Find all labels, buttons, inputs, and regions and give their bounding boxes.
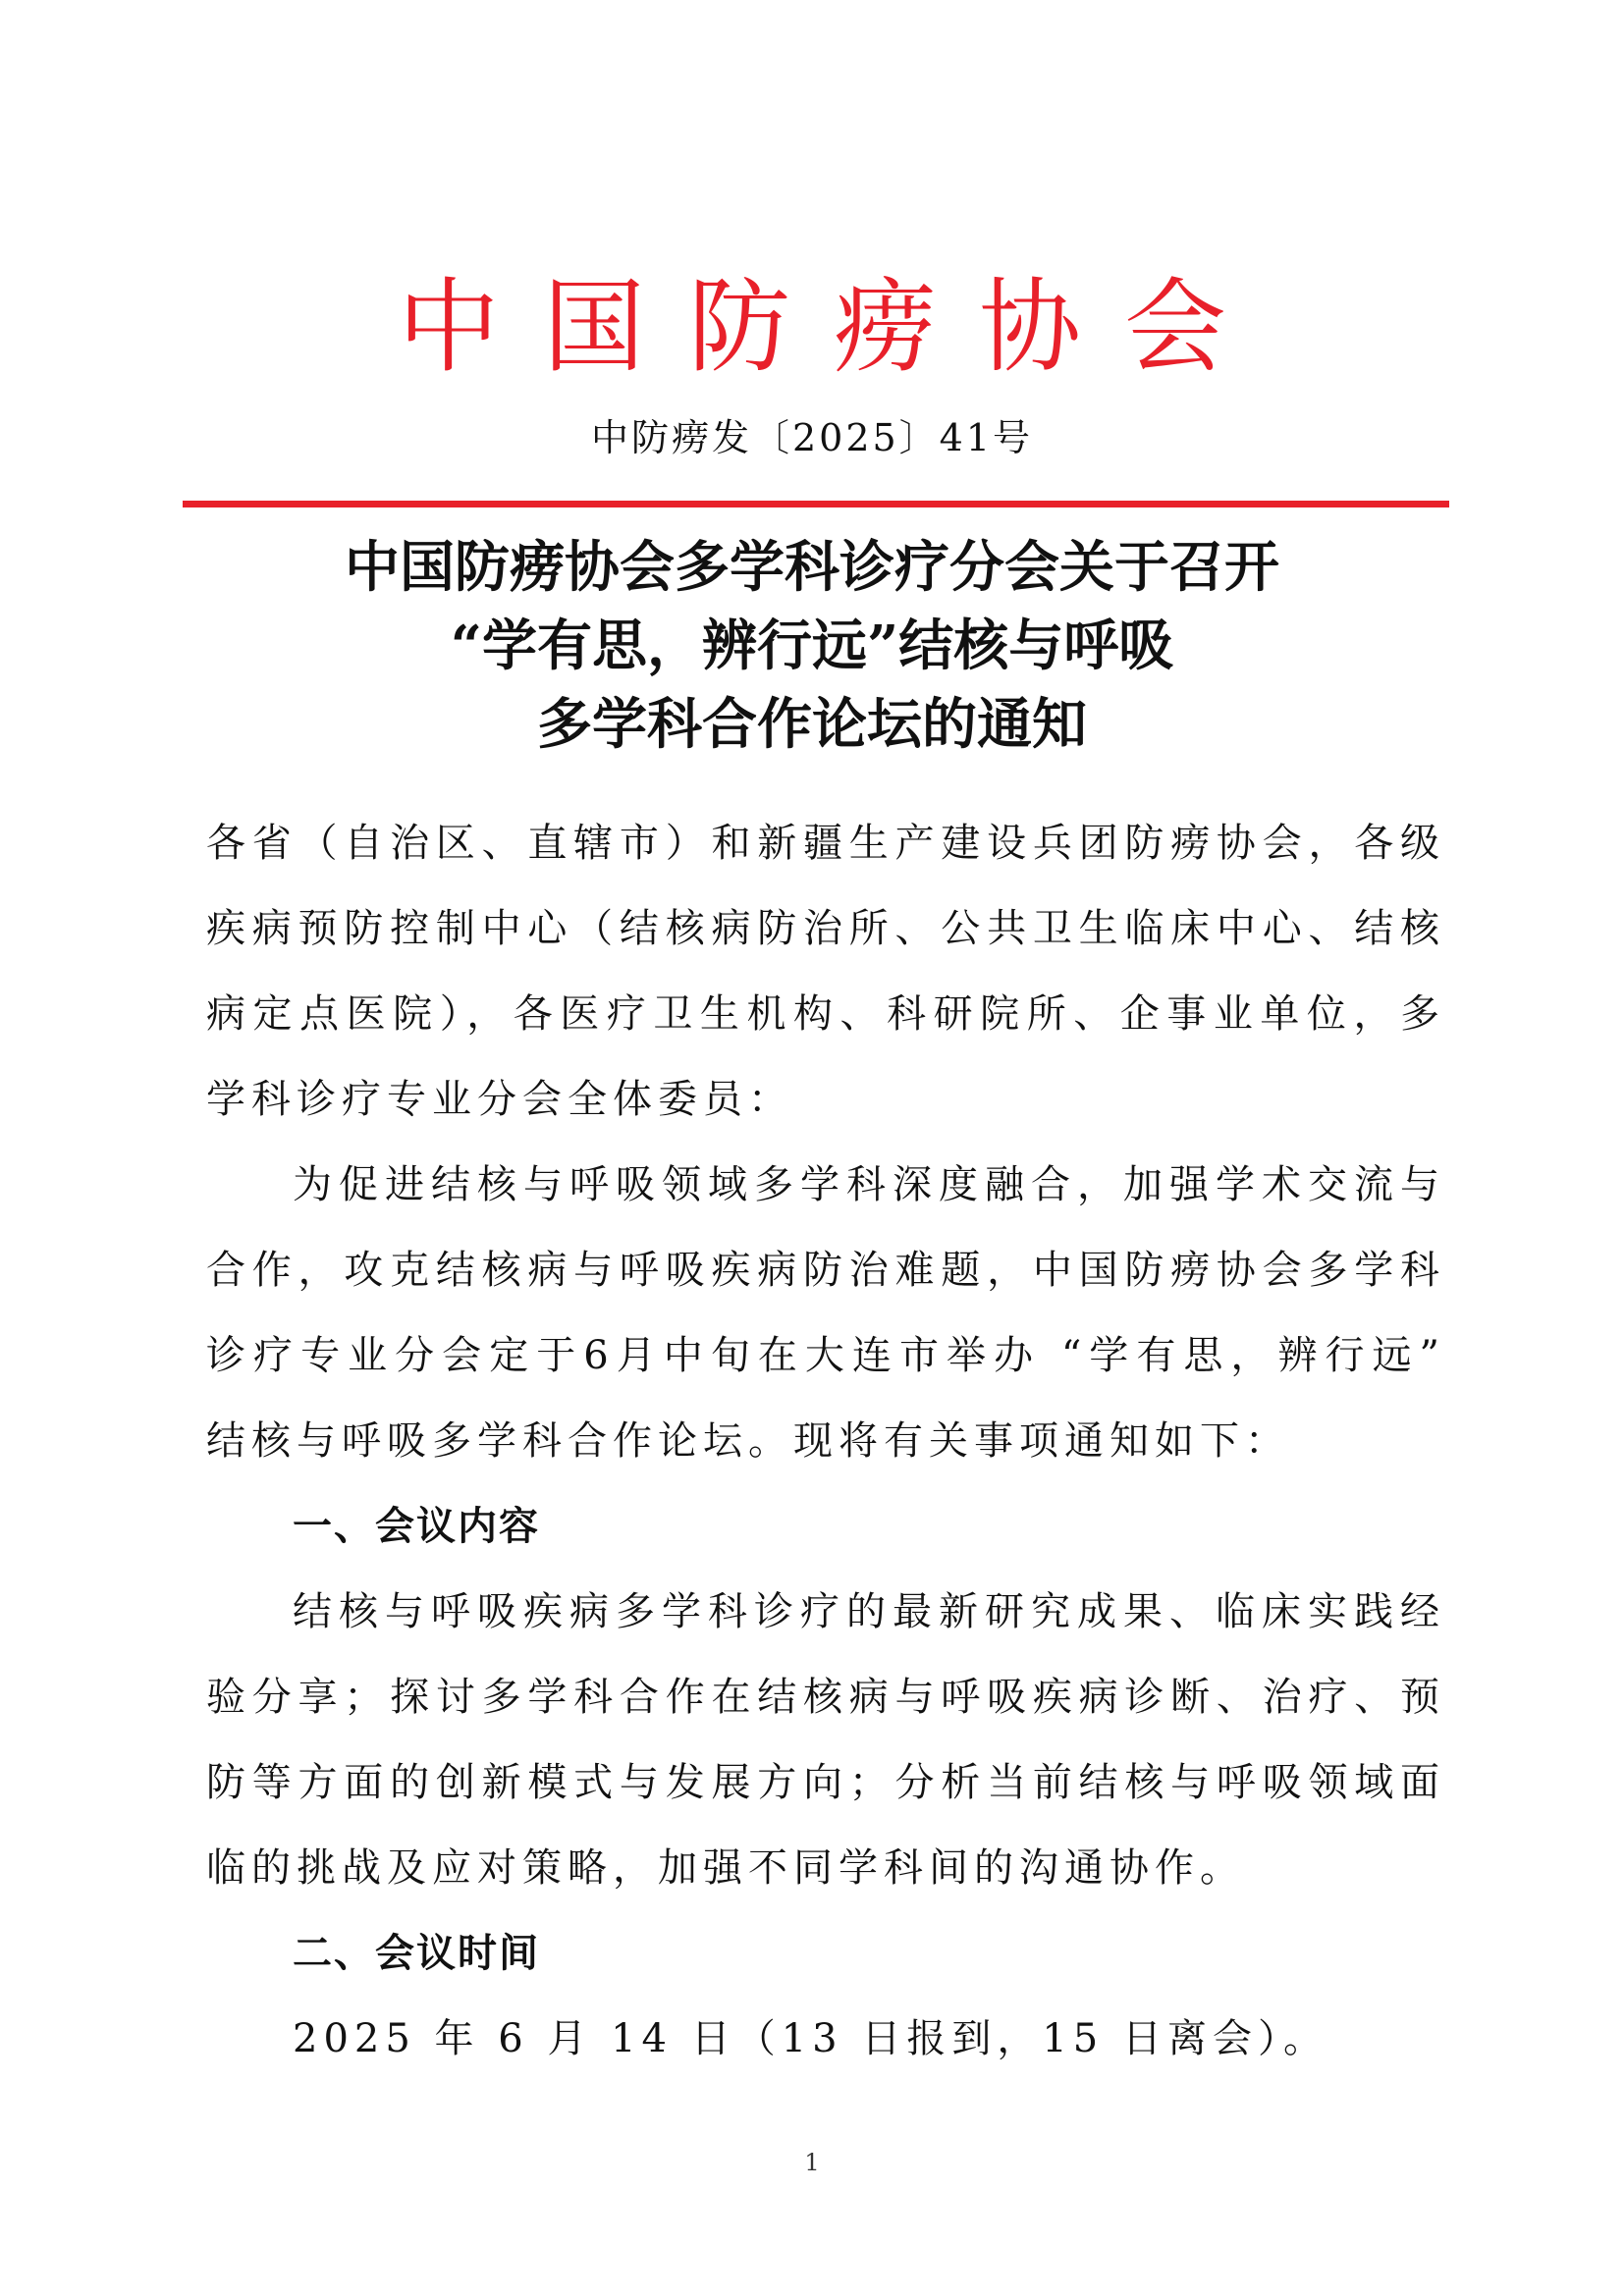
- notice-title: [0, 528, 1624, 764]
- organization-title: 中国防痨协会: [397, 267, 1270, 387]
- intro-paragraph: 为促进结核与呼吸领域多学科深度融合，加强学术交流与合作，攻克结核病与呼吸疾病防治难题，中国防痨协会多学科诊疗专业分会定于6月中旬在大连市举办 “学有思，辨行远” 结核与呼吸多学科合作论坛。现将有关事项通知如下：: [206, 1162, 1445, 1464]
- section-heading-content: 一、会议内容: [293, 1504, 540, 1549]
- addressee-paragraph: 各省（自治区、直辖市）和新疆生产建设兵团防痨协会，各级疾病预防控制中心（结核病防治所、公共卫生临床中心、结核病定点医院），各医疗卫生机构、科研院所、企事业单位，多学科诊疗专业分会全体委员：: [206, 821, 1445, 1122]
- notice-title-line: 中国防痨协会多学科诊疗分会关于召开: [345, 535, 1279, 600]
- document-number: 中防痨发〔2025〕41号: [590, 416, 1034, 459]
- notice-title-line: “学有思，辨行远”结核与呼吸: [450, 614, 1174, 678]
- document-body: [206, 801, 1445, 2082]
- section-text-time: 2025 年 6 月 14 日（13 日报到，15 日离会）。: [293, 2016, 1328, 2061]
- page-number: 1: [804, 2149, 820, 2176]
- notice-title-line: 多学科合作论坛的通知: [537, 692, 1087, 757]
- section-heading-time: 二、会议时间: [293, 1931, 540, 1976]
- section-text-content: 结核与呼吸疾病多学科诊疗的最新研究成果、临床实践经验分享；探讨多学科合作在结核病与呼吸疾病诊断、治疗、预防等方面的创新模式与发展方向；分析当前结核与呼吸领域面临的挑战及应对策略，加强不同学科间的沟通协作。: [206, 1589, 1445, 1891]
- red-divider-line: [183, 501, 1449, 507]
